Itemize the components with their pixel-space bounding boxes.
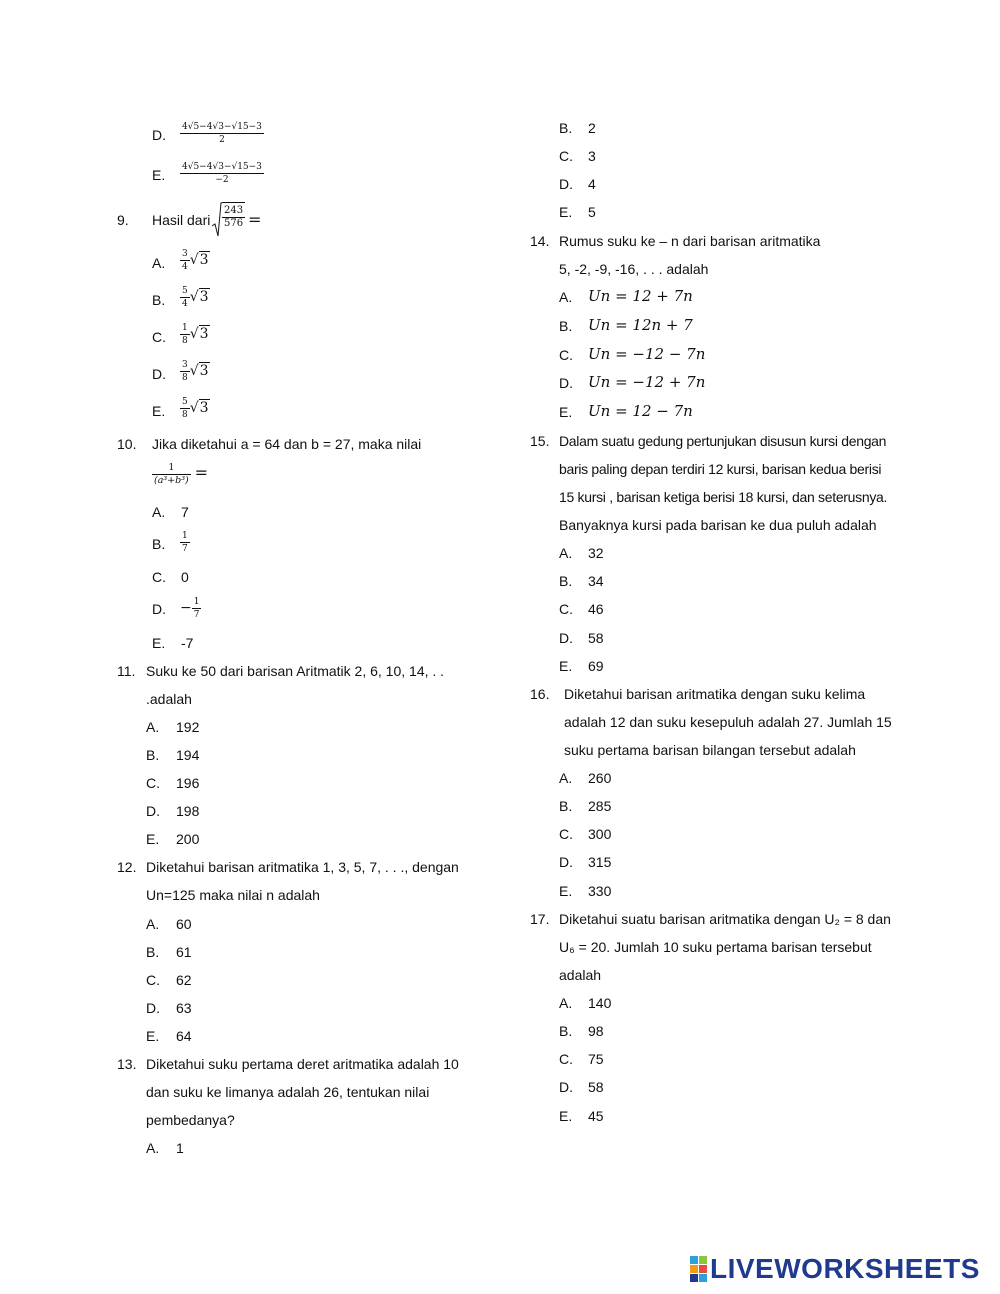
q14-option-a-label: A.	[559, 289, 573, 305]
q17-text-line2: U₆ = 20. Jumlah 10 suku pertama barisan tersebut	[559, 939, 872, 955]
q14-option-b-label: B.	[559, 318, 573, 334]
q13-option-e-label: E.	[559, 204, 573, 220]
q16-option-a-label: A.	[559, 770, 573, 786]
q10-option-b-label: B.	[152, 536, 166, 552]
q11-option-e-label: E.	[146, 831, 160, 847]
q10-option-c-value[interactable]: 0	[181, 569, 189, 585]
q13-option-b-value[interactable]: 2	[588, 120, 596, 136]
q13-option-b-label: B.	[559, 120, 573, 136]
q9-radical: $\frac{243}{576}$	[212, 202, 245, 241]
q12-option-b-value[interactable]: 61	[176, 944, 192, 960]
q10-option-e-value[interactable]: -7	[181, 635, 194, 651]
q10-option-d-value[interactable]: − $\frac{1}{7}$	[180, 597, 200, 620]
q16-option-c-label: C.	[559, 826, 573, 842]
q13-option-c-label: C.	[559, 148, 573, 164]
q13-number: 13.	[117, 1056, 137, 1072]
q14-option-d-value[interactable]: Un = −12 + 7n	[588, 373, 706, 391]
q15-text-line3: 15 kursi , barisan ketiga berisi 18 kursi, dan seterusnya.	[559, 489, 888, 505]
q16-option-a-value[interactable]: 260	[588, 770, 612, 786]
q12-option-a-value[interactable]: 60	[176, 916, 192, 932]
q11-option-d-value[interactable]: 198	[176, 803, 200, 819]
q17-option-b-value[interactable]: 98	[588, 1023, 604, 1039]
q16-option-e-label: E.	[559, 883, 573, 899]
q12-option-e-label: E.	[146, 1028, 160, 1044]
q15-option-c-value[interactable]: 46	[588, 601, 604, 617]
q11-option-b-label: B.	[146, 747, 160, 763]
q17-option-d-label: D.	[559, 1079, 573, 1095]
q13-text-line3: pembedanya?	[146, 1112, 235, 1128]
q16-option-e-value[interactable]: 330	[588, 883, 612, 899]
q9-number: 9.	[117, 212, 129, 228]
q11-option-b-value[interactable]: 194	[176, 747, 200, 763]
q13-option-e-value[interactable]: 5	[588, 204, 596, 220]
q12-text-line1: Diketahui barisan aritmatika 1, 3, 5, 7, . . ., dengan	[146, 859, 459, 875]
q16-text-line1: Diketahui barisan aritmatika dengan suku kelima	[564, 686, 866, 702]
q15-option-e-label: E.	[559, 658, 573, 674]
q15-text-line1: Dalam suatu gedung pertunjukan disusun kursi dengan	[559, 433, 887, 449]
radical-sign-icon	[212, 202, 222, 238]
q12-number: 12.	[117, 859, 137, 875]
q17-text-line3: adalah	[559, 967, 602, 983]
q12-option-d-value[interactable]: 63	[176, 1000, 192, 1016]
q12-option-a-label: A.	[146, 916, 160, 932]
q9-option-d-label: D.	[152, 366, 166, 382]
q15-option-a-value[interactable]: 32	[588, 545, 604, 561]
q12-option-d-label: D.	[146, 1000, 160, 1016]
q16-option-d-value[interactable]: 315	[588, 854, 612, 870]
q10-text: Jika diketahui a = 64 dan b = 27, maka nilai	[152, 436, 422, 452]
q15-option-b-value[interactable]: 34	[588, 573, 604, 589]
q14-option-b-value[interactable]: Un = 12n + 7	[588, 316, 693, 334]
q8-option-d-label: D.	[152, 127, 166, 143]
q12-text-line2: Un=125 maka nilai n adalah	[146, 887, 320, 903]
q13-text-line1: Diketahui suku pertama deret aritmatika adalah 10	[146, 1056, 459, 1072]
q13-option-d-label: D.	[559, 176, 573, 192]
q16-text-line2: adalah 12 dan suku kesepuluh adalah 27. Jumlah 15	[564, 714, 892, 730]
q16-number: 16.	[530, 686, 550, 702]
q11-option-d-label: D.	[146, 803, 160, 819]
q9-text: Hasil dari	[152, 212, 211, 228]
q15-option-b-label: B.	[559, 573, 573, 589]
q9-option-a-value[interactable]: $\frac{3}{4}$ √3	[182, 249, 209, 272]
q15-text-line4: Banyaknya kursi pada barisan ke dua puluh adalah	[559, 517, 877, 533]
q12-option-c-label: C.	[146, 972, 160, 988]
q12-option-c-value[interactable]: 62	[176, 972, 192, 988]
q9-option-e-label: E.	[152, 403, 166, 419]
q14-option-c-label: C.	[559, 347, 573, 363]
q14-text-line1: Rumus suku ke – n dari barisan aritmatika	[559, 233, 821, 249]
q10-option-a-value[interactable]: 7	[181, 504, 189, 520]
q13-option-a-value[interactable]: 1	[176, 1140, 184, 1156]
q10-option-a-label: A.	[152, 504, 166, 520]
q10-option-d-label: D.	[152, 601, 166, 617]
q14-option-e-label: E.	[559, 404, 573, 420]
q9-option-a-label: A.	[152, 255, 166, 271]
q9-option-c-value[interactable]: $\frac{1}{8}$ √3	[182, 323, 209, 346]
q13-option-d-value[interactable]: 4	[588, 176, 596, 192]
q10-expression: $\frac{1}{\text{(a³+b³)}}$ =	[154, 462, 209, 486]
q9-option-b-label: B.	[152, 292, 166, 308]
q11-option-e-value[interactable]: 200	[176, 831, 200, 847]
q8-option-e-label: E.	[152, 167, 166, 183]
q12-option-e-value[interactable]: 64	[176, 1028, 192, 1044]
liveworksheets-logo[interactable]	[690, 1254, 980, 1284]
q9-option-d-value[interactable]: $\frac{3}{8}$ √3	[182, 360, 209, 383]
q14-number: 14.	[530, 233, 550, 249]
q10-number: 10.	[117, 436, 137, 452]
q14-option-d-label: D.	[559, 375, 573, 391]
q16-option-b-label: B.	[559, 798, 573, 814]
q11-text-line2: .adalah	[146, 691, 192, 707]
q16-option-d-label: D.	[559, 854, 573, 870]
q8-option-d-fraction[interactable]: $\frac{4√5-4√3-√15-3}{2}$	[182, 122, 262, 145]
q15-number: 15.	[530, 433, 550, 449]
q17-option-c-label: C.	[559, 1051, 573, 1067]
q13-option-a-label: A.	[146, 1140, 160, 1156]
q14-option-a-value[interactable]: Un = 12 + 7n	[588, 287, 693, 305]
brand-name: LIVEWORKSHEETS	[710, 1253, 980, 1284]
q8-option-e-fraction[interactable]: $\frac{4√5-4√3-√15-3}{-2}$	[182, 162, 262, 185]
q17-option-c-value[interactable]: 75	[588, 1051, 604, 1067]
q17-option-d-value[interactable]: 58	[588, 1079, 604, 1095]
q17-option-b-label: B.	[559, 1023, 573, 1039]
q11-number: 11.	[117, 663, 136, 679]
q11-option-c-label: C.	[146, 775, 160, 791]
q17-option-a-label: A.	[559, 995, 573, 1011]
q11-option-c-value[interactable]: 196	[176, 775, 200, 791]
q11-option-a-value[interactable]: 192	[176, 719, 200, 735]
q17-option-a-value[interactable]: 140	[588, 995, 612, 1011]
q9-option-c-label: C.	[152, 329, 166, 345]
q15-option-c-label: C.	[559, 601, 573, 617]
q14-text-line2: 5, -2, -9, -16, . . . adalah	[559, 261, 709, 277]
q17-option-e-label: E.	[559, 1108, 573, 1124]
q10-option-c-label: C.	[152, 569, 166, 585]
q11-text-line1: Suku ke 50 dari barisan Aritmatik 2, 6, 10, 14, . .	[146, 663, 445, 679]
q15-option-d-label: D.	[559, 630, 573, 646]
q9-option-b-value[interactable]: $\frac{5}{4}$ √3	[182, 286, 209, 309]
q17-option-e-value[interactable]: 45	[588, 1108, 604, 1124]
q16-text-line3: suku pertama barisan bilangan tersebut adalah	[564, 742, 856, 758]
q14-option-c-value[interactable]: Un = −12 − 7n	[588, 345, 706, 363]
liveworksheets-blocks-icon	[690, 1256, 707, 1282]
q10-option-b-value[interactable]: $\frac{1}{7}$	[182, 531, 188, 554]
q13-option-c-value[interactable]: 3	[588, 148, 596, 164]
q15-option-e-value[interactable]: 69	[588, 658, 604, 674]
q11-option-a-label: A.	[146, 719, 160, 735]
q17-number: 17.	[530, 911, 550, 927]
q13-text-line2: dan suku ke limanya adalah 26, tentukan nilai	[146, 1084, 430, 1100]
q9-option-e-value[interactable]: $\frac{5}{8}$ √3	[182, 397, 209, 420]
q9-equals: =	[248, 210, 262, 229]
q12-option-b-label: B.	[146, 944, 160, 960]
q16-option-c-value[interactable]: 300	[588, 826, 612, 842]
q16-option-b-value[interactable]: 285	[588, 798, 612, 814]
q15-option-d-value[interactable]: 58	[588, 630, 604, 646]
q15-text-line2: baris paling depan terdiri 12 kursi, barisan kedua berisi	[559, 461, 882, 477]
q15-option-a-label: A.	[559, 545, 573, 561]
q17-text-line1: Diketahui suatu barisan aritmatika dengan U₂ = 8 dan	[559, 911, 891, 927]
q10-option-e-label: E.	[152, 635, 166, 651]
q14-option-e-value[interactable]: Un = 12 − 7n	[588, 402, 693, 420]
